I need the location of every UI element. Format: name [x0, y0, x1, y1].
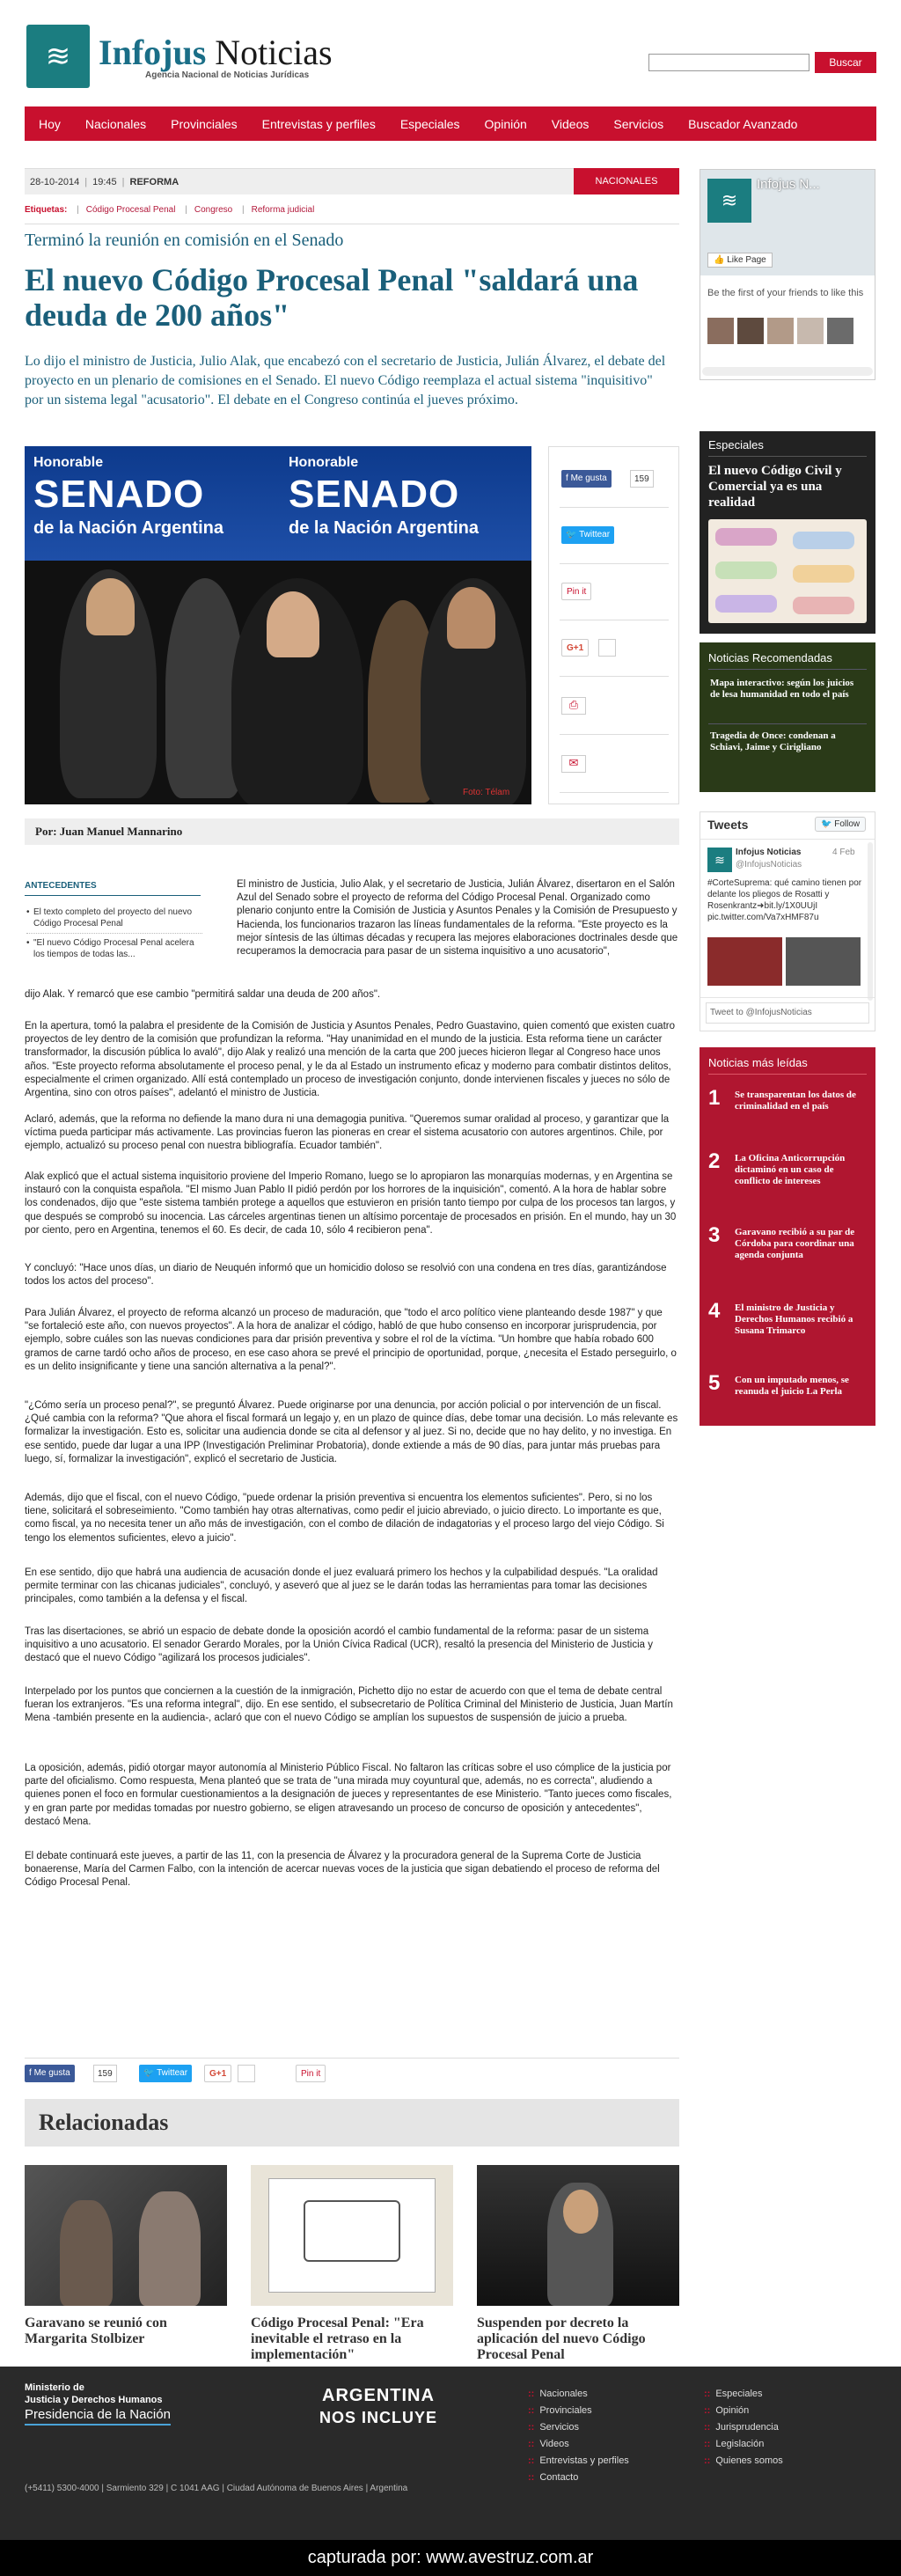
google-plus-count [598, 639, 616, 657]
ministry-line2: Justicia y Derechos Humanos [25, 2395, 163, 2405]
twitter-follow-button[interactable]: 🐦 Follow [815, 817, 866, 832]
related-image[interactable] [477, 2165, 679, 2306]
facebook-like-button[interactable]: f Me gusta [561, 470, 612, 488]
avatar [707, 318, 734, 344]
related-heading: Relacionadas [25, 2099, 679, 2147]
tag-link[interactable]: Código Procesal Penal [85, 205, 176, 215]
rank-number: 3 [708, 1223, 721, 1247]
article-date: 28-10-2014 [30, 176, 80, 187]
site-logo-icon[interactable]: ≋ [26, 25, 90, 88]
fb-page-name[interactable]: Infojus N... [757, 177, 820, 192]
pinterest-button[interactable]: Pin it [561, 583, 591, 600]
twitter-share-button[interactable]: 🐦 Twittear [561, 526, 614, 544]
photo-credit: Foto: Télam [463, 788, 510, 797]
photo-banner-text: de la Nación Argentina [33, 518, 223, 538]
search-button[interactable]: Buscar [815, 52, 876, 73]
brand-prefix: Infojus [99, 33, 207, 72]
ministry-line1: Ministerio de [25, 2382, 84, 2393]
mas-leida-title[interactable]: El ministro de Justicia y Derechos Humanos recibió a Susana Trimarco [735, 1303, 853, 1336]
footer-link[interactable]: :: Legislación [704, 2439, 765, 2449]
facebook-like-count: 159 [93, 2065, 117, 2082]
person-face [447, 587, 495, 649]
tags-label: Etiquetas: [25, 205, 68, 215]
search-input[interactable] [648, 54, 809, 71]
tweet-image[interactable] [786, 937, 861, 986]
article-paragraph: En ese sentido, dijo que habrá una audiencia de acusación donde el juez evaluará primero los hechos y la culpabilidad después. "La oralidad permite terminar con las chicanas judiciales", concluyó, y aseveró que al juez se le darán todas las herramientas para tomar las decisiones principales, como también a la defensa y el fiscal. [25, 1567, 658, 1605]
mas-leidas-widget [700, 1047, 875, 1426]
especiales-image[interactable] [708, 519, 867, 623]
related-title[interactable]: Suspenden por decreto la aplicación del nuevo Código Procesal Penal [477, 2315, 646, 2362]
nav-item-hoy[interactable]: Hoy [39, 116, 61, 131]
tag-link[interactable]: Reforma judicial [251, 205, 315, 215]
antecedente-link[interactable]: • "El nuevo Código Procesal Penal acelera los tiempos de todas las... [26, 937, 202, 960]
tweet-account-name[interactable]: Infojus Noticias [736, 848, 802, 857]
footer-link[interactable]: :: Provinciales [528, 2405, 592, 2416]
twitter-share-button[interactable]: 🐦 Twittear [139, 2065, 192, 2082]
article-paragraph: Aclaró, además, que la reforma no defiende la mano dura ni una demagogia punitiva. "Queremos sumar oralidad al proceso, y garantizar que la víctima pueda participar más activamente. Las provincias fueron las pioneras en crear el sistema acusatorio con autores argentinos. Chile, por ejemplo, actualizó su proceso penal con nuestra bibliografía. Ecuador también". [25, 1114, 670, 1152]
twitter-avatar-icon[interactable]: ≋ [707, 848, 732, 872]
avatar [767, 318, 794, 344]
nav-item-videos[interactable]: Videos [551, 116, 590, 131]
article-headline: El nuevo Código Procesal Penal "saldará una deuda de 200 años" [25, 262, 639, 333]
tweet-image[interactable] [707, 937, 782, 986]
nav-item-opinion[interactable]: Opinión [484, 116, 527, 131]
google-plus-count [238, 2065, 255, 2082]
google-plus-button[interactable]: G+1 [204, 2065, 231, 2082]
mas-leida-title[interactable]: Se transparentan los datos de criminalidad en el país [735, 1090, 856, 1112]
antecedente-link[interactable]: • El texto completo del proyecto del nuevo Código Procesal Penal [26, 906, 202, 929]
page-logo-icon: ≋ [707, 179, 751, 223]
article-body-intro: El ministro de Justicia, Julio Alak, y el secretario de Justicia, Julián Álvarez, disertaron en el Salón Azul del Senado sobre el proyecto de reforma del Código Procesal Penal. Organizado como plenario conjunto entre la Comisión de Justicia y Asuntos Penales y la Comisión de Presupuesto y Hacienda, los funcionarios trazaron las líneas fundamentales de la reforma. "Este proyecto es la mejor síntesis de las últimas décadas y recupera las mejores elaboraciones doctrinales desde que recuperamos la democracia para pasar de un sistema inquisitivo a uno acusatorio", [237, 879, 678, 958]
capture-credit: capturada por: www.avestruz.com.ar [0, 2540, 901, 2576]
divider [25, 895, 201, 896]
footer-link[interactable]: :: Servicios [528, 2422, 579, 2433]
facebook-like-button[interactable]: f Me gusta [25, 2065, 75, 2082]
rank-number: 5 [708, 1371, 721, 1395]
argentina-slogan-line1: ARGENTINA [322, 2386, 435, 2405]
photo-banner-text: de la Nación Argentina [289, 518, 479, 538]
nav-item-nacionales[interactable]: Nacionales [84, 116, 147, 131]
tweet-compose-input[interactable]: Tweet to @InfojusNoticias [706, 1002, 869, 1024]
article-paragraph: Interpelado por los puntos que conciernen a la cuestión de la inmigración, Pichetto dijo no estar de acuerdo con que el tema de debate central fueran los extranjeros. "Es una reforma integral", dijo. En ese sentido, el subsecretario de Política Criminal del Ministerio de Justicia, Juan Martín Mena -también presente en la audiencia-, aclaró que con el nuevo Código se amplían los supuestos de suspensión de juicio a prueba. [25, 1686, 673, 1724]
presidency-label: Presidencia de la Nación [25, 2407, 171, 2426]
article-paragraph: Para Julián Álvarez, el proyecto de reforma alcanzó un proceso de maduración, que "todo el arco político viene planteando desde 1987" y que "se fortaleció este año, con nuevos proyectos". A la hora de analizar el código, habló de que hubo consenso en incorporar jurisprudencia, por ejemplo, sobre cuáles son las nuevas condiciones para dar prisión preventiva y sobre el rol de la víctima. "Un hombre que había robado 600 gramos de carne tardó ocho años de proceso, en ese caso ahora se prevé el principio de oportunidad, porque, ¿necesita el Estado perseguirlo, o es un delito insignificante y tiene una sanción alternativa a la penal?". [25, 1308, 677, 1372]
main-nav [25, 106, 876, 141]
especiales-widget [700, 431, 875, 634]
site-tagline: Agencia Nacional de Noticias Jurídicas [145, 70, 310, 80]
avatar [737, 318, 764, 344]
fb-like-page-button[interactable]: 👍 Like Page [707, 253, 773, 268]
footer-link[interactable]: :: Quienes somos [704, 2455, 783, 2466]
footer-link[interactable]: :: Nacionales [528, 2389, 588, 2399]
facebook-widget [700, 169, 875, 380]
footer-address: (+5411) 5300-4000 | Sarmiento 329 | C 1041 AAG | Ciudad Autónoma de Buenos Aires | Argentina [25, 2484, 408, 2493]
footer-link[interactable]: :: Videos [528, 2439, 569, 2449]
tweet-account-handle[interactable]: @InfojusNoticias [736, 860, 802, 870]
print-icon[interactable]: ⎙ [561, 697, 586, 715]
tags-row: Etiquetas: | Código Procesal Penal | Congreso | Reforma judicial [25, 205, 315, 215]
email-icon[interactable]: ✉ [561, 755, 586, 773]
footer-link[interactable]: :: Especiales [704, 2389, 763, 2399]
mas-leida-title[interactable]: Con un imputado menos, se reanuda el juicio La Perla [735, 1375, 849, 1397]
photo-banner-text: Honorable [33, 455, 104, 470]
scrollbar[interactable] [868, 842, 873, 1001]
article-paragraph: El debate continuará este jueves, a partir de las 11, con la presencia de Álvarez y la procuradora general de la Suprema Corte de Justicia bonaerense, María del Carmen Falbo, con la intención de acercar nuevas voces de la justicia que sigan debatiendo el proceso de reforma del Código Procesal Penal. [25, 1851, 660, 1889]
photo-banner-text: SENADO [33, 473, 205, 516]
brand-suffix: Noticias [215, 33, 333, 72]
argentina-slogan-line2: NOS INCLUYE [319, 2409, 437, 2426]
article-paragraph: Alak explicó que el actual sistema inquisitorio proviene del Imperio Romano, luego se lo apropiaron las monarquías modernas, y en Argentina se instauró con la conquista española. "El mismo Juan Pablo II pidió perdón por los horrores de la inquisición", comentó. A la hora de hablar sobre los condenados, dijo que "este sistema también protege a aquellos que estuvieron en prisión tanto tiempo por culpa de los procesos tan largos, y que después se comprobó su inocencia. Las cárceles argentinas tienen un altísimo porcentaje de procesados en prisión. En el mundo, hay un 30 por ciento, pero en Argentina, tenemos el 60. Es decir, de cada 10, sólo 4 recibieron pena". [25, 1171, 677, 1236]
scrollbar[interactable] [702, 367, 873, 376]
related-image[interactable] [25, 2165, 227, 2306]
article-paragraph: En la apertura, tomó la palabra el presidente de la Comisión de Justicia y Asuntos Penales, Pedro Guastavino, quien comentó que existen cuatro proyectos de ley dentro de la comisión que profundizan la reforma. "Hay unanimidad en el mundo de la justicia. Esta reforma tiene un carácter transformador, la discusión pública lo avaló", dijo Alak y realizó una mención de la carta que 200 jueces hicieron llegar al Congreso hace unos años. "Este proyecto reforma absolutamente el proceso penal, y le da al Estado un instrumento eficaz y moderno para combatir distintos delitos, especialmente el crimen organizado. Allí está contemplado un proceso de investigación conjunto, donde intervienen fiscales y jueces no sólo de Argentina, sino con otros países", adelantó el ministro de Justicia. [25, 1021, 675, 1099]
twitter-widget [700, 811, 875, 1031]
share-column [548, 446, 679, 804]
tweet-date[interactable]: 4 Feb [832, 848, 855, 857]
person-face [86, 578, 135, 635]
article-meta-bar: 28-10-2014 | 19:45 | REFORMA [25, 168, 679, 194]
article-byline: Por: Juan Manuel Mannarino [25, 818, 679, 845]
site-brand[interactable] [99, 32, 333, 73]
divider [25, 2058, 679, 2059]
mas-leida-title[interactable]: Garavano recibió a su par de Córdoba para coordinar una agenda conjunta [735, 1227, 855, 1260]
article-lead: Lo dijo el ministro de Justicia, Julio Alak, que encabezó con el secretario de Justicia, Julián Álvarez, el debate del proyecto en un plenario de comisiones en el Senado. El nuevo Código reemplaza el actual sistema "inquisitivo" por un sistema legal "acusatorio". El debate en el Congreso continúa el jueves próximo. [25, 354, 666, 407]
recomendada-link[interactable]: Tragedia de Once: condenan a Schiavi, Jaime y Cirigliano [710, 730, 836, 752]
article-supertitle: Terminó la reunión en comisión en el Senado [25, 231, 344, 250]
recomendadas-widget [700, 642, 875, 792]
recomendada-link[interactable]: Mapa interactivo: según los juicios de lesa humanidad en todo el país [710, 678, 854, 700]
avatar [827, 318, 853, 344]
person-face [267, 591, 319, 657]
related-title[interactable]: Garavano se reunió con Margarita Stolbizer [25, 2315, 167, 2346]
article-photo[interactable] [25, 446, 531, 804]
rank-number: 4 [708, 1299, 721, 1323]
tweets-heading: Tweets [707, 818, 749, 832]
recomendadas-heading: Noticias Recomendadas [708, 651, 832, 664]
article-paragraph: Tras las disertaciones, se abrió un espacio de debate donde la oposición acordó el cambio fundamental de la reforma: pasar de un sistema inquisitivo a uno acusatorio. El senador Gerardo Morales, por la Unión Cívica Radical (UCR), resaltó la presencia del Ministerio de Justicia y destacó que el nuevo Código "agilizará los procesos judiciales". [25, 1626, 653, 1664]
nav-item-provinciales[interactable]: Provinciales [171, 116, 238, 131]
nav-item-entrevistas[interactable]: Entrevistas y perfiles [261, 116, 376, 131]
fb-friends-text: Be the first of your friends to like this [707, 288, 864, 298]
footer-link[interactable]: :: Jurisprudencia [704, 2422, 779, 2433]
article-time: 19:45 [92, 176, 117, 187]
antecedentes-list [26, 906, 202, 962]
article-section[interactable]: REFORMA [129, 176, 179, 187]
nav-item-buscador[interactable]: Buscador Avanzado [688, 116, 798, 131]
footer-link[interactable]: :: Entrevistas y perfiles [528, 2455, 629, 2466]
footer-link[interactable]: :: Contacto [528, 2472, 579, 2483]
google-plus-button[interactable]: G+1 [561, 639, 589, 657]
facebook-like-count: 159 [630, 470, 654, 488]
article-paragraph: La oposición, además, pidió otorgar mayor autonomía al Ministerio Público Fiscal. No faltaron las críticas sobre el uso cómplice de la justicia por parte del oficialismo. Como respuesta, Mena planteó que se trata de "una mirada muy coyuntural que, además, no es correcta", aludiendo a quienes ponen el foco en formular cuestionamientos a la designación de jueces y representantes de ese Ministerio. "Tanto jueces como fiscales, y en gran parte por medidas tomadas por nuestro gobierno, se eligen atravesando un proceso de concurso de oposición y antecedentes", destacó Mena. [25, 1763, 672, 1827]
article-paragraph: dijo Alak. Y remarcó que ese cambio "permitirá saldar una deuda de 200 años". [25, 989, 381, 1000]
mas-leidas-heading: Noticias más leídas [708, 1056, 808, 1069]
article-paragraph: Y concluyó: "Hace unos días, un diario de Neuquén informó que un homicidio doloso se resolvió con una condena en tres días, garantizándose todos los actos del proceso". [25, 1263, 667, 1288]
pinterest-button[interactable]: Pin it [296, 2065, 326, 2082]
photo-banner-text: Honorable [289, 455, 359, 470]
related-image[interactable] [251, 2165, 453, 2306]
section-badge[interactable]: NACIONALES [574, 168, 679, 194]
tag-link[interactable]: Congreso [194, 205, 233, 215]
article-paragraph: "¿Cómo sería un proceso penal?", se preguntó Álvarez. Puede originarse por una denuncia, por acción policial o por intervención de un fiscal. ¿Qué cambia con la reforma? "Que ahora el fiscal formará un legajo y, en un plazo de quince días, debe tomar una decisión. Lo más relevante es formalizar la investigación. Esto es, solicitar una audiencia donde se cita al defensor y al juez. Si no, decide que no hay delito, y no investiga. En ese sentido, puede dar lugar a una IPP (Investigación Preliminar Probatoria), donde extiende a más de 90 días, para juntar más pruebas para luego, sí, formalizar la investigación", explicó el secretario de Justicia. [25, 1400, 678, 1464]
article-paragraph: Además, dijo que el fiscal, con el nuevo Código, "puede ordenar la prisión preventiva si encuentra los elementos suficientes". Pero, si no los tiene, solicitará el sobreseimiento. "Como también hay otras alternativas, como pedir el juicio abreviado, o juicio directo. Lo importante es que, como fiscal, ya no necesita tener un año más de investigación, con el combo de dilación de indagatorias y el proceso largo del viejo Código. Si tengo los elementos suficientes, elevo a juicio". [25, 1493, 664, 1544]
avatar [797, 318, 824, 344]
rank-number: 2 [708, 1149, 721, 1173]
especiales-heading: Especiales [708, 438, 764, 451]
rank-number: 1 [708, 1086, 721, 1110]
nav-item-especiales[interactable]: Especiales [399, 116, 460, 131]
mas-leida-title[interactable]: La Oficina Anticorrupción dictaminó en un caso de conflicto de intereses [735, 1153, 846, 1186]
related-title[interactable]: Código Procesal Penal: "Era inevitable el retraso en la implementación" [251, 2315, 424, 2362]
footer-link[interactable]: :: Opinión [704, 2405, 750, 2416]
photo-banner-text: SENADO [289, 473, 460, 516]
especiales-title[interactable]: El nuevo Código Civil y Comercial ya es una realidad [708, 464, 842, 510]
nav-item-servicios[interactable]: Servicios [613, 116, 664, 131]
tweet-text: #CorteSuprema: qué camino tienen por delante los pliegos de Rosatti y Rosenkrantz➜bit.ly/1X0UUjI pic.twitter.com/Va7xHMF87u [707, 878, 862, 922]
antecedentes-title: ANTECEDENTES [25, 881, 97, 891]
